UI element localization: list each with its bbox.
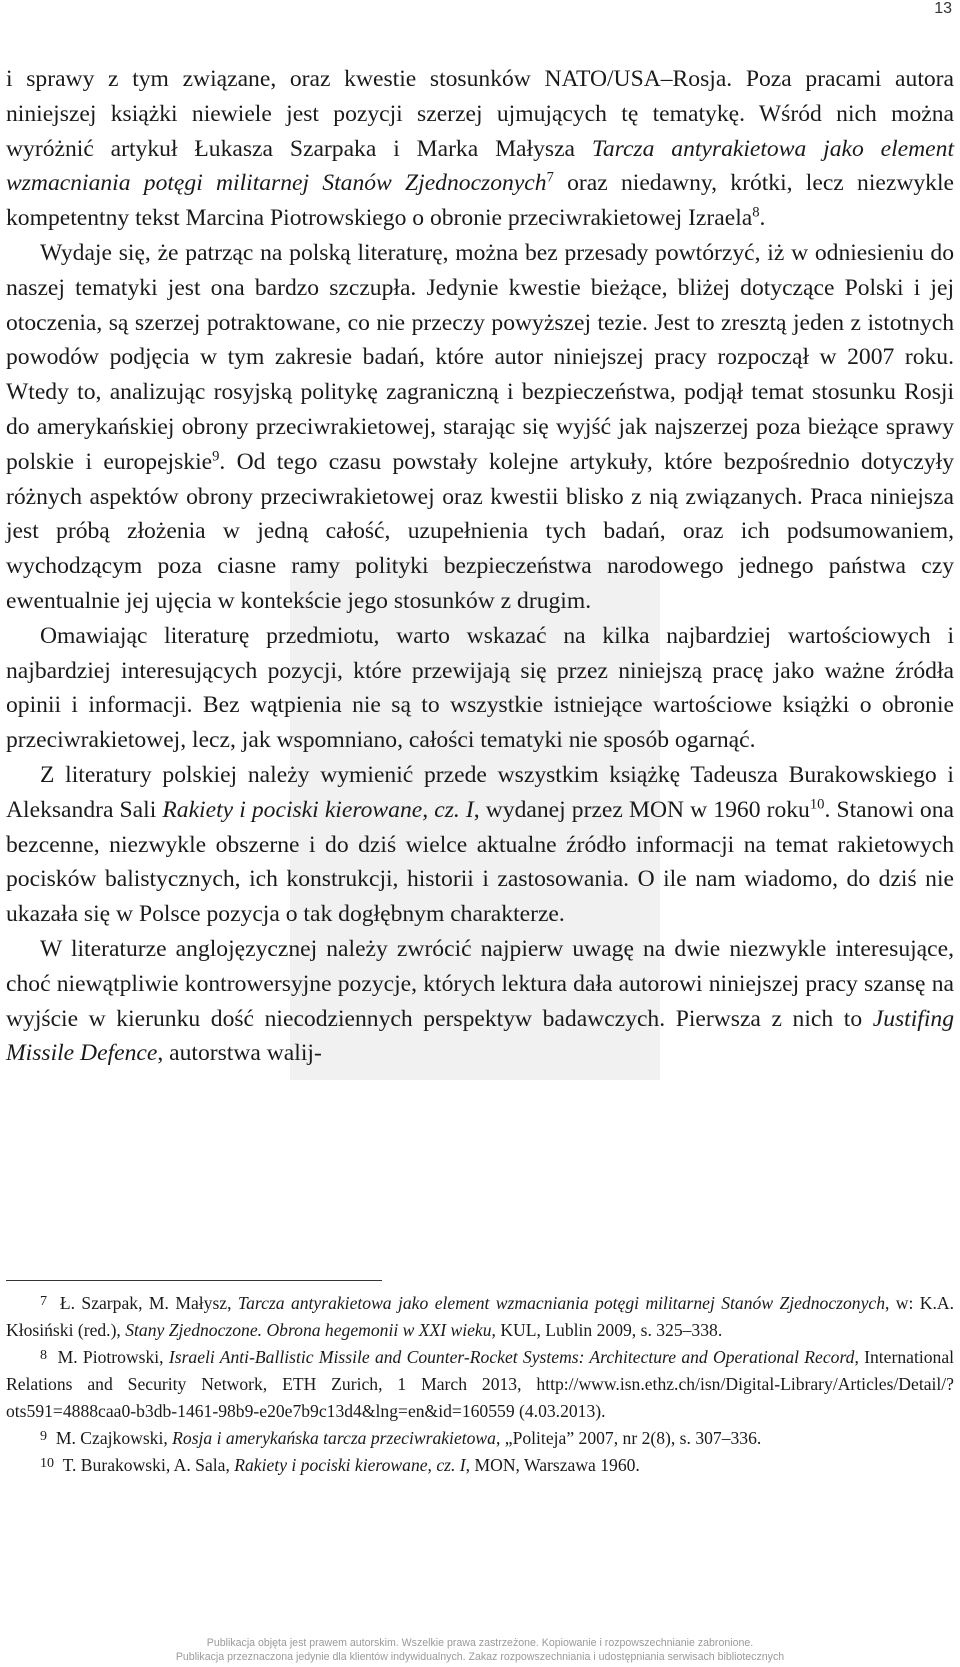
- footnote-separator: [6, 1280, 382, 1281]
- text-run: , wydanej przez MON w 1960 roku: [473, 796, 810, 823]
- footnote-number: 9: [40, 1427, 48, 1444]
- paragraph: [6, 236, 954, 619]
- paragraph: [6, 932, 954, 1071]
- italic-title: Tarcza antyrakietowa jako element wzmacniania potęgi militarnej Stanów Zjednoczonych: [6, 135, 955, 197]
- footnote-number: 10: [40, 1454, 55, 1471]
- text-run: , KUL, Lublin 2009, s. 325–338.: [491, 1320, 723, 1340]
- italic-title: Rakiety i pociski kierowane, cz. I: [234, 1455, 466, 1475]
- text-run: i sprawy z tym związane, oraz kwestie stosunków NATO/USA–Rosja. Poza pracami autora niniejszej książki niewiele jest pozycji szerzej ujmujących tę tematykę. Wśród nich można wyróżnić artykuł Łukasza Szarpaka i Marka Małysza: [6, 66, 954, 162]
- italic-title: Rakiety i pociski kierowane, cz. I: [162, 796, 474, 823]
- main-body-text: [6, 62, 954, 1071]
- paragraph: [6, 62, 954, 236]
- text-run: , autorstwa walij-: [157, 1040, 322, 1067]
- footnote-reference: 9: [212, 448, 220, 465]
- text-run: T. Burakowski, A. Sala,: [62, 1455, 235, 1475]
- text-run: Z literatury polskiej należy wymienić przede wszystkim książkę Tadeusza Burakowskiego i Aleksandra Sali: [6, 761, 954, 823]
- italic-title: Israeli Anti-Ballistic Missile and Counter-Rocket Systems: Architecture and Operational Record: [168, 1347, 855, 1367]
- footnote-reference: 8: [752, 204, 760, 221]
- footnote: [6, 1290, 954, 1344]
- footnotes: [6, 1290, 954, 1479]
- footer-line-2: Publikacja przeznaczona jedynie dla klientów indywidualnych. Zakaz rozpowszechniania i udostępniania serwisach bibliotecznych: [175, 1650, 785, 1663]
- text-run: , International Relations and Security Network, ETH Zurich, 1 March 2013, http://www.isn.ethz.ch/isn/Digital-Library/Articles/Detail/?ots591=4888caa0-b3db-1461-98b9-e20e7b9c13d4&lng=en&id=160559 (4.03.2013).: [6, 1347, 955, 1421]
- copyright-footer: [0, 1637, 960, 1664]
- footnote-number: 7: [40, 1292, 48, 1309]
- footnote: [6, 1425, 954, 1452]
- text-run: Omawiając literaturę przedmiotu, warto wskazać na kilka najbardziej wartościowych i najbardziej interesujących pozycji, które przewijają się przez niniejszą pracę jako ważne źródła opinii i informacji. Bez wątpienia nie są to wszystkie istniejące wartościowe książki o obronie przeciwrakietowej, lecz, jak wspomniano, całości tematyki nie sposób ogarnąć.: [6, 622, 954, 754]
- text-run: W literaturze anglojęzycznej należy zwrócić najpierw uwagę na dwie niezwykle interesujące, choć niewątpliwie kontrowersyjne pozycje, których lektura dała autorowi niniejszej pracy szansę na wyjście w kierunku dość niecodziennych perspektyw badawczych. Pierwsza z nich to: [6, 935, 954, 1032]
- paragraph: [6, 619, 954, 758]
- italic-title: Stany Zjednoczone. Obrona hegemonii w XXI wieku: [125, 1320, 492, 1340]
- text-run: Ł. Szarpak, M. Małysz,: [59, 1293, 238, 1313]
- footnote-reference: 7: [546, 169, 554, 186]
- footnote-number: 8: [40, 1346, 48, 1363]
- text-run: M. Piotrowski,: [57, 1347, 169, 1367]
- text-run: . Od tego czasu powstały kolejne artykuły, które bezpośrednio dotyczyły różnych aspektów obrony przeciwrakietowej oraz kwestii blisko z nią związanych. Praca niniejsza jest próbą złożenia w jedną całość, uzupełnienia tych badań, oraz ich podsumowaniem, wychodzącym poza ciasne ramy polityki bezpieczeństwa narodowego jednego państwa czy ewentualnie jej ujęcia w kontekście jego stosunków z drugim.: [6, 448, 954, 614]
- text-run: , MON, Warszawa 1960.: [465, 1455, 640, 1475]
- italic-title: Rosja i amerykańska tarcza przeciwrakietowa: [172, 1428, 496, 1448]
- text-run: .: [759, 205, 766, 232]
- italic-title: Justifing Missile Defence: [6, 1005, 954, 1067]
- footnote: [6, 1344, 954, 1425]
- italic-title: Tarcza antyrakietowa jako element wzmacniania potęgi militarnej Stanów Zjednoczonych: [237, 1293, 885, 1313]
- footnote: [6, 1452, 954, 1479]
- text-run: oraz niedawny, krótki, lecz niezwykle kompetentny tekst Marcina Piotrowskiego o obronie przeciwrakietowej Izraela: [6, 170, 954, 232]
- text-run: Wydaje się, że patrząc na polską literaturę, można bez przesady powtórzyć, iż w odniesieniu do naszej tematyki jest ona bardzo szczupła. Jedynie kwestie bieżące, bliżej dotyczące Polski i jej otoczenia, są szerzej potraktowane, co nie przeczy powyższej tezie. Jest to zresztą jeden z istotnych powodów podjęcia w tym zakresie badań, które autor niniejszej pracy rozpoczął w 2007 roku. Wtedy to, analizując rosyjską politykę zagraniczną i bezpieczeństwa, podjął temat stosunku Rosji do amerykańskiej obrony przeciwrakietowej, starając się wyjść jak najszerzej poza bieżące sprawy polskie i europejskie: [6, 239, 954, 475]
- page-number: 13: [934, 0, 952, 17]
- footer-line-1: Publikacja objęta jest prawem autorskim. Wszelkie prawa zastrzeżone. Kopiowanie i rozpowszechnianie zabronione.: [206, 1637, 754, 1649]
- paragraph: [6, 758, 954, 932]
- text-run: . Stanowi ona bezcenne, niezwykle obszerne i do dziś wielce aktualne źródło informacji na temat rakietowych pocisków balistycznych, ich konstrukcji, historii i zastosowania. O ile nam wiadomo, do dziś nie ukazała się w Polsce pozycja o tak dogłębnym charakterze.: [6, 796, 955, 928]
- text-run: , „Politeja” 2007, nr 2(8), s. 307–336.: [495, 1428, 762, 1448]
- text-run: M. Czajkowski,: [55, 1428, 173, 1448]
- footnote-reference: 10: [809, 796, 825, 813]
- text-run: , w: K.A. Kłosiński (red.),: [6, 1293, 955, 1340]
